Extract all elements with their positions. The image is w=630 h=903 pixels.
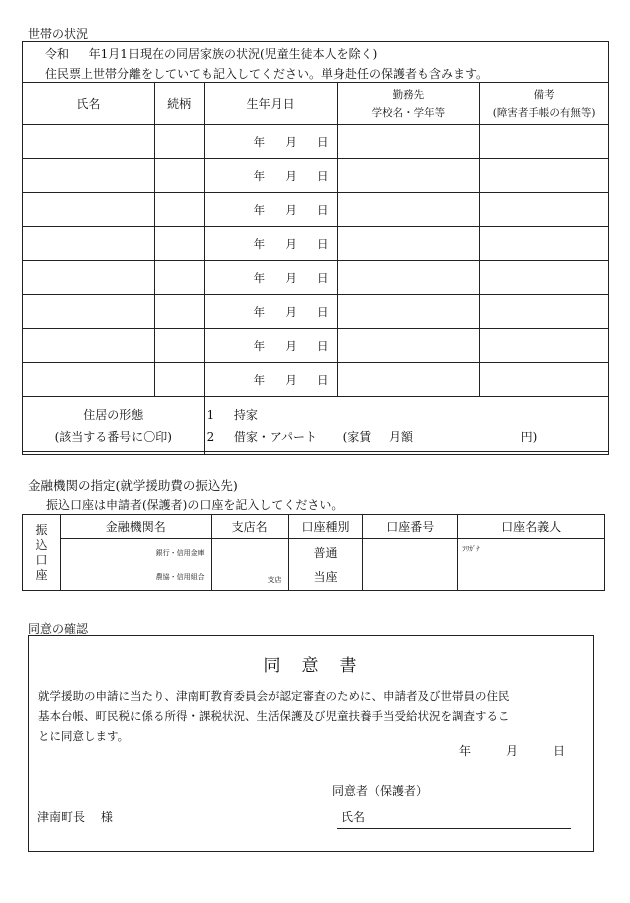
member-birthdate-field[interactable] <box>204 261 337 295</box>
household-line2: 住民票上世帯分離をしていても記入してください。単身赴任の保護者も含みます。 <box>45 67 489 81</box>
bank-institution-field[interactable] <box>60 539 211 591</box>
bank-holder-field[interactable] <box>458 539 605 591</box>
household-row <box>23 363 609 397</box>
consent-body-line-2: 基本台帳、町民税に係る所得・課税状況、生活保護及び児童扶養手当受給状況を調査するこ <box>38 709 510 723</box>
col-header-work <box>337 83 480 125</box>
consent-body-line-3: とに同意します。 <box>38 729 130 743</box>
bank-col-institution: 金融機関名 <box>60 515 211 539</box>
member-birthdate-field[interactable] <box>204 125 337 159</box>
household-row <box>23 329 609 363</box>
addressee-label: 津南町長 様 <box>37 810 113 824</box>
housing-rent-label: (家賃 <box>342 429 372 444</box>
housing-option-1-text[interactable]: 持家 <box>233 407 258 422</box>
housing-label-line2: (該当する番号に〇印) <box>54 429 172 444</box>
birth-year-label: 年 <box>253 304 266 319</box>
bank-kind-coop: 農協・信用組合 <box>155 573 205 581</box>
birth-month-label: 月 <box>285 134 297 149</box>
member-name-field[interactable] <box>23 193 155 227</box>
consent-body-line-1: 就学援助の申請に当たり、津南町教育委員会が認定審査のために、申請者及び世帯員の住民 <box>38 689 510 703</box>
birth-day-label: 日 <box>317 304 329 319</box>
consent-heading: 同 意 書 <box>263 656 359 676</box>
member-note-field[interactable] <box>480 159 609 193</box>
branch-suffix: 支店 <box>267 576 282 584</box>
bank-subtitle: 振込口座は申請者(保護者)の口座を記入してください。 <box>46 498 344 512</box>
consenter-label: 同意者（保護者） <box>332 784 429 798</box>
member-name-field[interactable] <box>23 125 155 159</box>
account-type-current[interactable]: 当座 <box>313 569 338 584</box>
birth-day-label: 日 <box>317 372 329 387</box>
household-line1 <box>45 45 377 62</box>
member-note-field[interactable] <box>480 295 609 329</box>
signature-line[interactable] <box>337 828 571 829</box>
household-row <box>23 227 609 261</box>
member-note-field[interactable] <box>480 261 609 295</box>
member-note-field[interactable] <box>480 227 609 261</box>
bank-branch-field[interactable] <box>211 539 288 591</box>
household-table <box>22 82 609 455</box>
household-row <box>23 125 609 159</box>
member-birthdate-field[interactable] <box>204 159 337 193</box>
bank-col-number: 口座番号 <box>363 515 458 539</box>
member-name-field[interactable] <box>23 159 155 193</box>
bank-side-char-1: 振 <box>35 522 48 537</box>
household-section-title: 世帯の状況 <box>28 27 89 41</box>
member-name-field[interactable] <box>23 329 155 363</box>
member-name-field[interactable] <box>23 295 155 329</box>
member-name-field[interactable] <box>23 363 155 397</box>
member-work-field[interactable] <box>337 295 480 329</box>
member-note-field[interactable] <box>480 363 609 397</box>
birth-month-label: 月 <box>285 168 297 183</box>
member-relation-field[interactable] <box>154 125 204 159</box>
member-relation-field[interactable] <box>154 227 204 261</box>
col-header-work-line1: 勤務先 <box>392 88 425 101</box>
bank-kind-bank: 銀行・信用金庫 <box>155 549 205 557</box>
housing-options[interactable] <box>204 397 608 455</box>
col-header-note-line2: (障害者手帳の有無等) <box>492 106 596 119</box>
col-header-note <box>480 83 609 125</box>
birth-year-label: 年 <box>253 134 266 149</box>
bank-col-branch: 支店名 <box>211 515 288 539</box>
col-header-birth: 生年月日 <box>204 83 337 125</box>
member-work-field[interactable] <box>337 193 480 227</box>
housing-option-2-number[interactable]: 2 <box>206 429 215 444</box>
birth-day-label: 日 <box>317 134 329 149</box>
consent-section-title: 同意の確認 <box>28 622 89 636</box>
member-relation-field[interactable] <box>154 193 204 227</box>
consent-date-day: 日 <box>553 744 566 758</box>
member-birthdate-field[interactable] <box>204 329 337 363</box>
consent-date-month: 月 <box>506 744 519 758</box>
bank-side-char-4: 座 <box>35 567 48 582</box>
birth-month-label: 月 <box>285 270 297 285</box>
birth-year-label: 年 <box>253 338 266 353</box>
member-birthdate-field[interactable] <box>204 363 337 397</box>
housing-label <box>23 397 205 455</box>
household-row <box>23 193 609 227</box>
member-work-field[interactable] <box>337 363 480 397</box>
birth-year-label: 年 <box>253 202 266 217</box>
housing-monthly-label: 月額 <box>388 429 413 444</box>
birth-year-label: 年 <box>253 236 266 251</box>
household-row <box>23 295 609 329</box>
consent-body <box>38 686 510 746</box>
signature-name-label: 氏名 <box>341 810 366 824</box>
birth-month-label: 月 <box>285 202 297 217</box>
bank-table <box>22 514 605 591</box>
member-relation-field[interactable] <box>154 295 204 329</box>
bank-number-field[interactable] <box>363 539 458 591</box>
birth-day-label: 日 <box>317 202 329 217</box>
member-relation-field[interactable] <box>154 363 204 397</box>
consent-date-year: 年 <box>459 744 472 758</box>
birth-year-label: 年 <box>253 168 266 183</box>
birth-month-label: 月 <box>285 304 297 319</box>
col-header-relation: 続柄 <box>154 83 204 125</box>
account-type-regular[interactable]: 普通 <box>313 545 338 560</box>
household-row <box>23 159 609 193</box>
member-birthdate-field[interactable] <box>204 295 337 329</box>
housing-label-line1: 住居の形態 <box>83 407 144 422</box>
birth-month-label: 月 <box>285 236 297 251</box>
era-label: 令和 <box>45 47 70 61</box>
member-name-field[interactable] <box>23 261 155 295</box>
household-row <box>23 261 609 295</box>
bank-side-char-3: 口 <box>35 552 48 567</box>
birth-year-label: 年 <box>253 372 266 387</box>
housing-option-2-text[interactable]: 借家・アパート <box>233 429 317 444</box>
col-header-note-line1: 備考 <box>533 88 555 101</box>
col-header-name: 氏名 <box>23 83 155 125</box>
furigana-label: ﾌﾘｶﾞﾅ <box>462 545 480 553</box>
household-date-note: 年1月1日現在の同居家族の状況(児童生徒本人を除く) <box>88 47 378 61</box>
bank-type-field[interactable] <box>288 539 363 591</box>
bank-col-holder: 口座名義人 <box>458 515 605 539</box>
member-work-field[interactable] <box>337 261 480 295</box>
member-note-field[interactable] <box>480 193 609 227</box>
housing-yen-label: 円) <box>520 429 538 444</box>
member-birthdate-field[interactable] <box>204 193 337 227</box>
birth-day-label: 日 <box>317 338 329 353</box>
consent-box <box>28 635 594 852</box>
member-note-field[interactable] <box>480 329 609 363</box>
col-header-work-line2: 学校名・学年等 <box>371 106 446 119</box>
member-work-field[interactable] <box>337 227 480 261</box>
member-name-field[interactable] <box>23 227 155 261</box>
member-work-field[interactable] <box>337 159 480 193</box>
birth-month-label: 月 <box>285 338 297 353</box>
member-relation-field[interactable] <box>154 159 204 193</box>
bank-side-label <box>23 515 61 591</box>
birth-year-label: 年 <box>253 270 266 285</box>
member-work-field[interactable] <box>337 329 480 363</box>
birth-day-label: 日 <box>317 168 329 183</box>
birth-month-label: 月 <box>285 372 297 387</box>
member-birthdate-field[interactable] <box>204 227 337 261</box>
member-work-field[interactable] <box>337 125 480 159</box>
bank-section-title: 金融機関の指定(就学援助費の振込先) <box>28 478 238 493</box>
bank-side-char-2: 込 <box>35 537 48 552</box>
bank-col-type: 口座種別 <box>288 515 363 539</box>
birth-day-label: 日 <box>317 236 329 251</box>
member-relation-field[interactable] <box>154 329 204 363</box>
member-note-field[interactable] <box>480 125 609 159</box>
member-relation-field[interactable] <box>154 261 204 295</box>
housing-option-1-number[interactable]: 1 <box>206 407 215 422</box>
birth-day-label: 日 <box>317 270 329 285</box>
